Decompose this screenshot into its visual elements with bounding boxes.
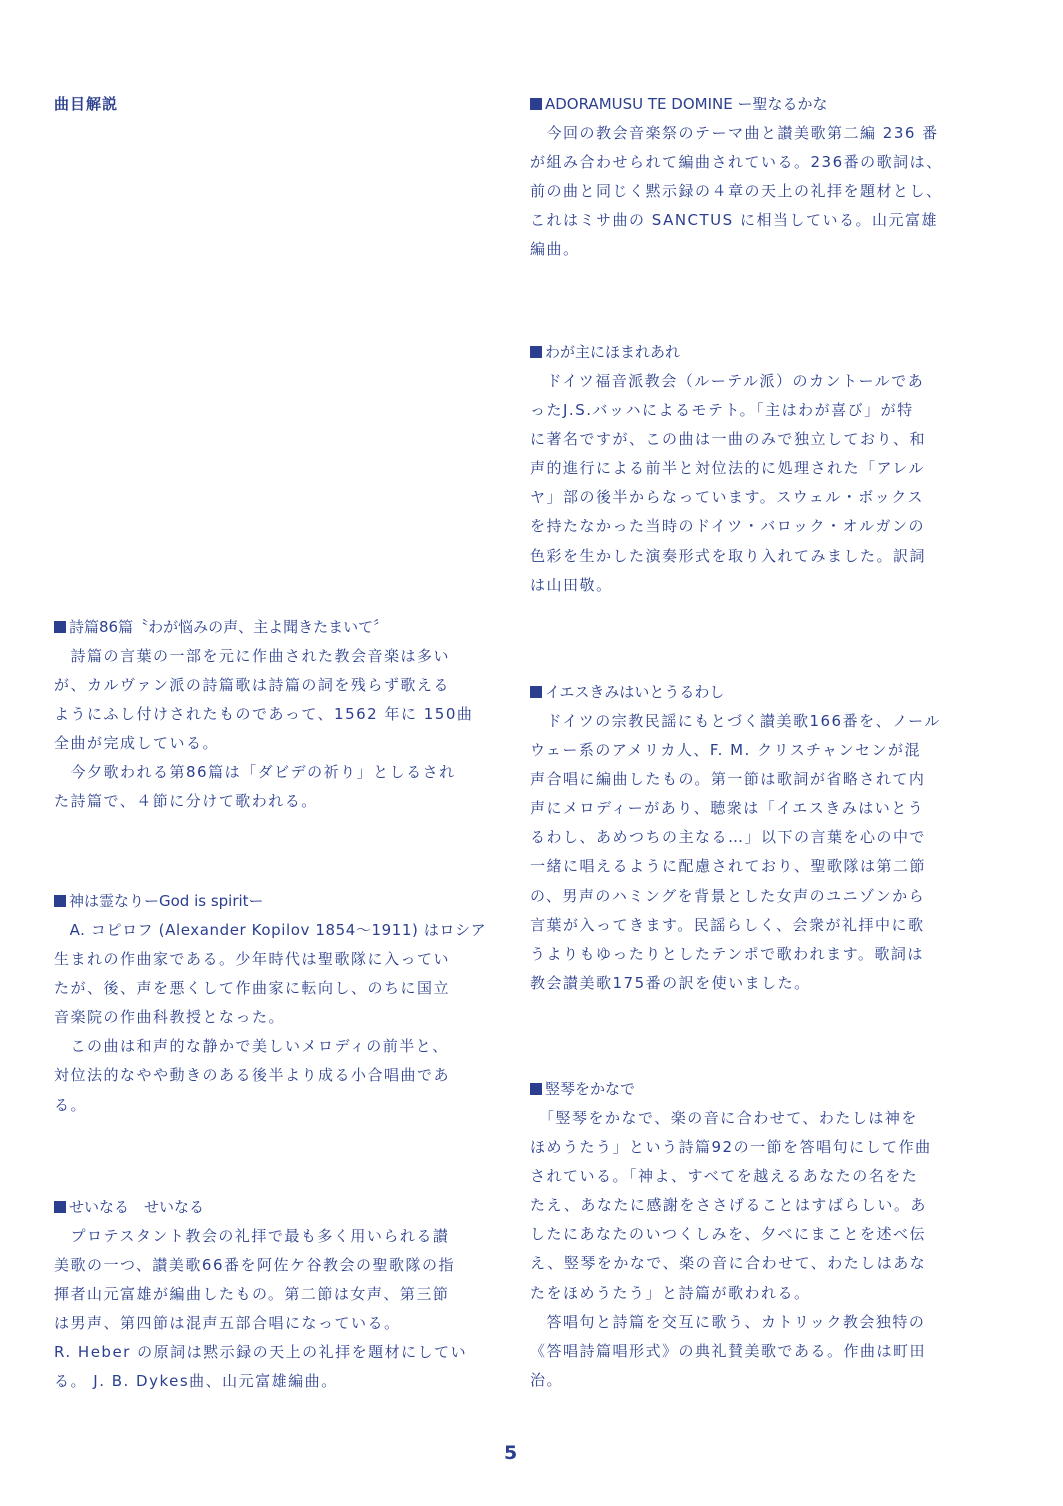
square-bullet-icon: [530, 346, 542, 358]
body-text-line: 治。: [530, 1370, 564, 1389]
body-text-line: が、カルヴァン派の詩篇歌は詩篇の詞を残らず歌える: [54, 676, 450, 695]
body-text-line: 全曲が完成している。: [54, 734, 220, 753]
body-text-line: え、竪琴をかなで、楽の音に合わせて、わたしはあな: [530, 1254, 927, 1273]
body-text-line: 色彩を生かした演奏形式を取り入れてみました。訳詞: [530, 546, 927, 565]
section-title: [54, 887, 486, 916]
section-title-text: 神は霊なりーGod is spiritー: [69, 892, 264, 910]
body-text-line: ったJ.S.バッハによるモテト。「主はわが喜び」が特: [530, 401, 914, 420]
section-title-text: イエスきみはいとうるわし: [545, 683, 725, 701]
section-wagashu: [530, 338, 962, 600]
body-text-line: たをほめうたう」と詩篇が歌われる。: [530, 1283, 811, 1302]
section-title: [530, 678, 962, 707]
page-number: 5: [504, 1442, 518, 1464]
body-text-line: うよりもゆったりとしたテンポで歌われます。歌詞は: [530, 944, 924, 963]
body-text-line: 声的進行による前半と対位法的に処理された「アレル: [530, 459, 926, 478]
body-text-line: 今回の教会音楽祭のテーマ曲と讃美歌第二編 236 番: [530, 124, 939, 142]
body-text-line: A. コピロフ (Alexander Kopilov 1854～1911) はロシア: [54, 921, 487, 939]
body-text-line: ウェー系のアメリカ人、F. M. クリスチャンセンが混: [530, 741, 922, 760]
body-text-line: 生まれの作曲家である。少年時代は聖歌隊に入ってい: [54, 950, 451, 969]
body-text-line: るわし、あめつちの主なる…」以下の言葉を心の中で: [530, 828, 927, 847]
section-title: [54, 613, 486, 642]
body-text-line: は男声、第四節は混声五部合唱になっている。: [54, 1314, 401, 1333]
body-text-line: 「竪琴をかなで、楽の音に合わせて、わたしは神を: [530, 1109, 918, 1127]
body-text-line: たえ、あなたに感謝をささげることはすばらしい。あ: [530, 1196, 927, 1215]
body-text-line: ヤ」部の後半からなっています。スウェル・ボックス: [530, 488, 925, 507]
body-text-line: これはミサ曲の SANCTUS に相当している。山元富雄: [530, 211, 938, 230]
body-text-line: に著名ですが、この曲は一曲のみで独立しており、和: [530, 430, 927, 449]
page-heading: 曲目解説: [54, 95, 119, 113]
body-text-line: R. Heber の原詞は黙示録の天上の礼拝を題材にしてい: [54, 1343, 468, 1362]
body-text-line: 編曲。: [530, 240, 580, 259]
body-text-line: 言葉が入ってきます。民謡らしく、会衆が礼拝中に歌: [530, 915, 925, 934]
body-text-line: 美歌の一つ、讃美歌66番を阿佐ケ谷教会の聖歌隊の指: [54, 1256, 455, 1275]
body-text-line: 詩篇の言葉の一部を元に作曲された教会音楽は多い: [54, 647, 451, 665]
body-text-line: が組み合わせられて編曲されている。236番の歌詞は、: [530, 153, 943, 172]
section-title-text: わが主にほまれあれ: [545, 343, 681, 361]
body-text-line: プロテスタント教会の礼拝で最も多く用いられる讃: [54, 1227, 450, 1245]
section-seinaru: [54, 1193, 486, 1397]
body-text-line: ほめうたう」という詩篇92の一節を答唱句にして作曲: [530, 1138, 932, 1157]
section-title: [530, 90, 962, 119]
body-text-line: 答唱句と詩篇を交互に歌う、カトリック教会独特の: [530, 1312, 926, 1331]
body-text-line: る。: [54, 1095, 88, 1114]
body-text-line: の、男声のハミングを背景とした女声のユニゾンから: [530, 886, 926, 905]
body-text-line: 音楽院の作曲科教授となった。: [54, 1008, 286, 1027]
body-text-line: 今夕歌われる第86篇は「ダビデの祈り」としるされ: [54, 763, 456, 782]
body-text-line: 教会讃美歌175番の訳を使いました。: [530, 973, 811, 992]
square-bullet-icon: [54, 1201, 66, 1213]
section-title-text: ADORAMUSU TE DOMINE ー聖なるかな: [545, 95, 828, 113]
section-shihen86: [54, 613, 486, 817]
section-title: [530, 338, 962, 367]
body-text-line: 声合唱に編曲したもの。第一節は歌詞が省略されて内: [530, 770, 926, 789]
section-kamiwa: [54, 887, 486, 1120]
body-text-line: したにあなたのいつくしみを、夕べにまことを述べ伝: [530, 1225, 927, 1244]
body-text-line: 対位法的なやや動きのある後半より成る小合唱曲であ: [54, 1066, 451, 1085]
body-text-line: されている。「神よ、すべてを越えるあなたの名をた: [530, 1167, 919, 1186]
section-title-text: 竪琴をかなで: [545, 1080, 636, 1098]
section-title-text: せいなる せいなる: [69, 1198, 205, 1216]
body-text-line: 揮者山元富雄が編曲したもの。第二節は女声、第三節: [54, 1285, 450, 1304]
body-text-line: は山田敬。: [530, 575, 613, 594]
square-bullet-icon: [530, 686, 542, 698]
square-bullet-icon: [530, 1083, 542, 1095]
body-text-line: た詩篇で、４節に分けて歌われる。: [54, 792, 318, 811]
square-bullet-icon: [54, 895, 66, 907]
square-bullet-icon: [530, 98, 542, 110]
section-title-text: 詩篇86篇〝わが悩みの声、主よ聞きたまいて〞: [69, 618, 389, 636]
section-title: [530, 1075, 962, 1104]
body-text-line: 《答唱詩篇唱形式》の典礼賛美歌である。作曲は町田: [530, 1341, 927, 1360]
section-iesu: [530, 678, 962, 998]
body-text-line: ようにふし付けされたものであって、1562 年に 150曲: [54, 705, 474, 724]
section-title: [54, 1193, 486, 1222]
section-adoramusu: [530, 90, 962, 264]
body-text-line: ドイツの宗教民謡にもとづく讃美歌166番を、ノール: [530, 712, 941, 730]
body-text-line: ドイツ福音派教会（ルーテル派）のカントールであ: [530, 372, 925, 390]
body-text-line: たが、後、声を悪くして作曲家に転向し、のちに国立: [54, 979, 451, 998]
body-text-line: 前の曲と同じく黙示録の４章の天上の礼拝を題材とし、: [530, 182, 943, 201]
square-bullet-icon: [54, 621, 66, 633]
body-text-line: 声にメロディーがあり、聴衆は「イエスきみはいとう: [530, 799, 925, 818]
body-text-line: を持たなかった当時のドイツ・バロック・オルガンの: [530, 517, 925, 536]
body-text-line: る。 J. B. Dykes曲、山元富雄編曲。: [54, 1372, 338, 1391]
section-tategoto: [530, 1075, 962, 1395]
body-text-line: 一緒に唱えるように配慮されており、聖歌隊は第二節: [530, 857, 927, 876]
body-text-line: この曲は和声的な静かで美しいメロディの前半と、: [54, 1037, 449, 1056]
